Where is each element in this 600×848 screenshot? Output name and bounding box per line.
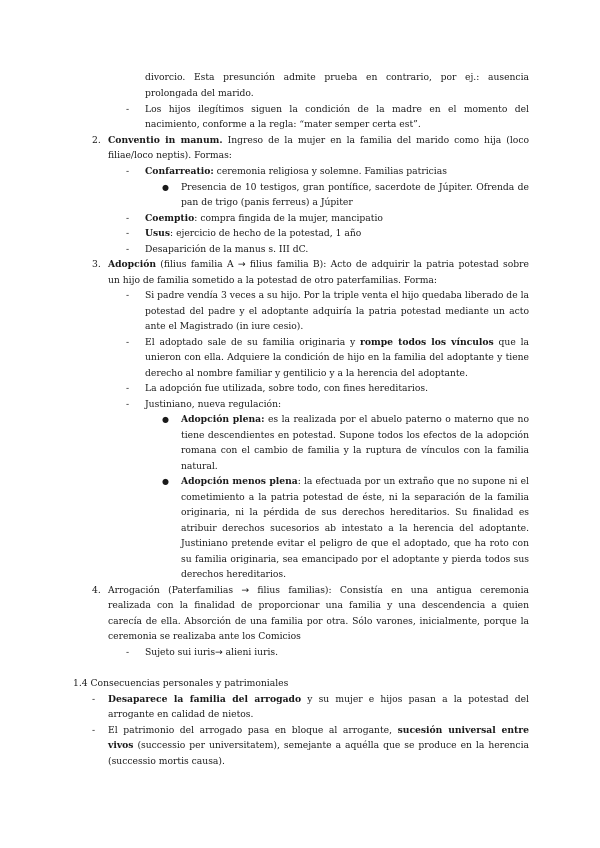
- text-line: Si padre vendía 3 veces a su hijo. Por la triple venta el hijo quedaba liberado de la: [145, 290, 529, 301]
- text-line: Confarreatio: ceremonia religiosa y solemne. Familias patricias: [145, 166, 447, 177]
- text-line: su familia originaria, sea emancipado por el adoptante y pierda todos sus: [181, 554, 529, 565]
- dash-marker: -: [126, 647, 130, 658]
- text-line: Usus: ejercicio de hecho de la potestad, 1 año: [145, 228, 362, 239]
- list-number: 3.: [92, 259, 101, 270]
- text-line: tiene descendientes en potestad. Supone todos los efectos de la adopción: [181, 430, 529, 441]
- dash-marker: -: [126, 166, 130, 177]
- text-line: Adopción (filius familia A → filius familia B): Acto de adquirir la patria potestad sobre: [108, 259, 529, 270]
- text-line: natural.: [181, 461, 218, 472]
- text-line: Conventio in manum. Ingreso de la mujer en la familia del marido como hija (loco: [108, 135, 529, 146]
- text-line: filiae/loco neptis). Formas:: [108, 150, 232, 161]
- text-line: (successio mortis causa).: [108, 756, 225, 767]
- dash-marker: -: [126, 213, 130, 224]
- bullet-marker: ●: [162, 183, 169, 192]
- text-line: Justiniano pretende evitar el peligro de que el adoptado, que ha roto con: [181, 538, 529, 549]
- list-number: 4.: [92, 585, 101, 596]
- dash-marker: -: [126, 104, 130, 115]
- dash-marker: -: [126, 228, 130, 239]
- text-line: El patrimonio del arrogado pasa en bloque al arrogante, sucesión universal entre: [108, 725, 529, 736]
- arrow-glyph: →: [215, 647, 223, 658]
- dash-marker: -: [92, 725, 96, 736]
- text-line: Desaparece la familia del arrogado y su mujer e hijos pasan a la potestad del: [108, 694, 529, 705]
- text-line: potestad del padre y el adoptante adquiría la patria potestad mediante un acto: [145, 306, 529, 317]
- text-line: unieron con ella. Adquiere la condición de hijo en la familia del adoptante y tiene: [145, 352, 529, 363]
- text-line: Presencia de 10 testigos, gran pontífice, sacerdote de Júpiter. Ofrenda de: [181, 182, 529, 193]
- text-line: pan de trigo (panis ferreus) a Júpiter: [181, 197, 353, 208]
- text-line: originaria, ni la pérdida de sus derechos hereditarios. Su finalidad es: [181, 507, 529, 518]
- text-line: prolongada del marido.: [145, 88, 254, 99]
- text-line: vivos (successio per universitatem), semejante a aquélla que se produce en la herencia: [108, 740, 529, 751]
- text-line: Justiniano, nueva regulación:: [145, 399, 282, 410]
- text-line: ceremonia se realizaba ante los Comicios: [108, 631, 301, 642]
- bullet-marker: ●: [162, 477, 169, 486]
- text-line: cometimiento a la patria potestad de éste, ni la separación de la familia: [181, 492, 529, 503]
- text-line: divorcio. Esta presunción admite prueba en contrario, por ej.: ausencia: [145, 72, 529, 83]
- dash-marker: -: [126, 244, 130, 255]
- dash-marker: -: [92, 694, 96, 705]
- text-line: Coemptio: compra fingida de la mujer, mancipatio: [145, 213, 383, 224]
- text-line: Los hijos ilegítimos siguen la condición de la madre en el momento del: [145, 104, 529, 115]
- text-line: La adopción fue utilizada, sobre todo, con fines hereditarios.: [145, 383, 428, 394]
- text-line: un hijo de familia sometido a la potestad de otro paterfamilias. Forma:: [108, 275, 437, 286]
- text-line: Desaparición de la manus s. III dC.: [145, 244, 309, 255]
- arrow-glyph: →: [241, 585, 250, 596]
- dash-marker: -: [126, 399, 130, 410]
- dash-marker: -: [126, 337, 130, 348]
- text-line: atribuir derechos sucesorios ab intestato a la herencia del adoptante.: [181, 523, 529, 534]
- text-line: Adopción menos plena: la efectuada por un extraño que no supone ni el: [181, 476, 529, 487]
- text-line: arrogante en calidad de nietos.: [108, 709, 254, 720]
- dash-marker: -: [126, 383, 130, 394]
- text-line: nacimiento, conforme a la regla: “mater semper certa est”.: [145, 119, 421, 130]
- text-line: romana con el cambio de familia y la ruptura de vínculos con la familia: [181, 445, 529, 456]
- text-line: realizada con la finalidad de proporcionar una familia y una descendencia a quien: [108, 600, 529, 611]
- text-line: ante el Magistrado (in iure cesio).: [145, 321, 304, 332]
- text-line: Sujeto sui iuris→ alieni iuris.: [145, 647, 279, 658]
- section-heading: 1.4 Consecuencias personales y patrimoniales: [73, 678, 289, 689]
- text-line: derecho al nombre familiar y gentilicio y a la herencia del adoptante.: [145, 368, 468, 379]
- arrow-glyph: →: [237, 259, 246, 270]
- text-line: El adoptado sale de su familia originaria y rompe todos los vínculos que la: [145, 337, 530, 348]
- bullet-marker: ●: [162, 415, 169, 424]
- dash-marker: -: [126, 290, 130, 301]
- text-line: carecía de ella. Absorción de una familia por otra. Sólo varones, inicialmente, porque la: [108, 616, 529, 627]
- text-line: derechos hereditarios.: [181, 569, 287, 580]
- text-line: Arrogación (Paterfamilias → filius familias): Consistía en una antigua ceremonia: [108, 585, 529, 596]
- list-number: 2.: [92, 135, 101, 146]
- text-line: Adopción plena: es la realizada por el abuelo paterno o materno que no: [181, 414, 529, 425]
